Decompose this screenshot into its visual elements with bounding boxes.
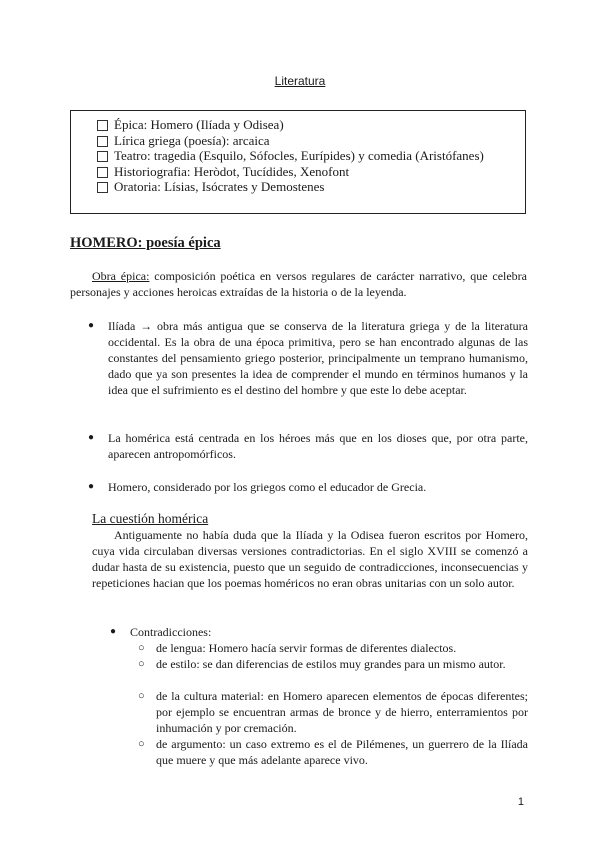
subsection-paragraph: [92, 527, 528, 591]
subsection-title: La cuestión homérica: [92, 511, 209, 526]
topic-item: [97, 164, 525, 180]
subsection-text: Antiguamente no había duda que la Ilíada y la Odisea fueron escritos por Homero, cuya vida circulaban diversas versiones contradictorias. En el siglo XVIII se comenzó a dudar hasta de su existencia, puesto que un seguido de contradicciones, inconsecuencias y repeticiones hacian que los poemas homéricos no eran obras unitarias con un solo autor.: [92, 528, 528, 590]
topic-text: Teatro: tragedia (Esquilo, Sófocles, Eurípides) y comedia (Aristófanes): [114, 148, 484, 164]
bullet-icon: ●: [88, 481, 95, 492]
definition-term: Obra épica:: [92, 269, 150, 283]
circle-bullet-icon: ○: [138, 642, 145, 654]
topic-text: Oratoria: Lísias, Isócrates y Demostenes: [114, 179, 325, 195]
bullet-icon: ●: [110, 626, 117, 637]
topic-item: [97, 148, 525, 164]
page-title: Literatura: [274, 74, 326, 88]
definition-paragraph: [70, 268, 527, 300]
contradiction-text: de la cultura material: en Homero aparecen elementos de épocas diferentes; por ejemplo se encuentran armas de bronce y de hierro, enterramientos por inhumación y por cremación.: [156, 689, 528, 735]
contradictions-label: Contradicciones:: [130, 625, 212, 639]
list-item: [88, 430, 528, 462]
bullet-icon: ●: [88, 432, 95, 443]
list-item: [138, 736, 528, 768]
circle-bullet-icon: ○: [138, 658, 145, 670]
page-number: 1: [517, 796, 524, 808]
checkbox-icon: [97, 167, 108, 178]
list-item: [88, 479, 528, 495]
topic-item: [97, 179, 525, 195]
checkbox-icon: [97, 136, 108, 147]
bullet-text: La homérica está centrada en los héroes más que en los dioses que, por otra parte, aparecen antropomórficos.: [108, 431, 528, 461]
list-item: [138, 640, 528, 656]
contradiction-text: de lengua: Homero hacía servir formas de diferentes dialectos.: [156, 641, 457, 655]
topic-item: [97, 117, 525, 133]
definition-text: composición poética en versos regulares de carácter narrativo, que celebra personajes y acciones heroicas extraídas de la historia o de la leyenda.: [70, 269, 527, 299]
list-item: [138, 688, 528, 736]
topic-text: Épica: Homero (Ilíada y Odisea): [114, 117, 284, 132]
bullet-text: Homero, considerado por los griegos como el educador de Grecia.: [108, 480, 427, 494]
checkbox-icon: [97, 120, 108, 131]
topic-item: [97, 133, 525, 149]
contradiction-text: de argumento: un caso extremo es el de Pilémenes, un guerrero de la Ilíada que muere y que más adelante aparece vivo.: [156, 737, 528, 767]
contradictions-heading: [110, 624, 528, 640]
list-item: [88, 318, 528, 398]
topic-text: Historiografia: Heròdot, Tucídides, Xenofont: [114, 163, 350, 179]
contradiction-text: de estilo: se dan diferencias de estilos muy grandes para un mismo autor.: [156, 657, 506, 671]
circle-bullet-icon: ○: [138, 738, 145, 750]
topics-box: [70, 110, 526, 214]
checkbox-icon: [97, 182, 108, 193]
section-title: HOMERO: poesía épica: [70, 235, 221, 251]
list-item: [138, 656, 528, 672]
bullet-text: Ilíada → obra más antigua que se conserva de la literatura griega y de la literatura occidental. Es la obra de una época primitiva, pero se han encontrado algunas de las constantes del pensamiento griego posterior, principalmente un temprano humanismo, dado que ya son presentes la idea de comprender el mundo en términos humanos y la idea que el sufrimiento es el destino del hombre y que este lo debe aceptar.: [108, 319, 528, 397]
bullet-icon: ●: [88, 320, 95, 331]
checkbox-icon: [97, 151, 108, 162]
circle-bullet-icon: ○: [138, 690, 145, 702]
topic-text: Lírica griega (poesía): arcaica: [114, 132, 270, 148]
